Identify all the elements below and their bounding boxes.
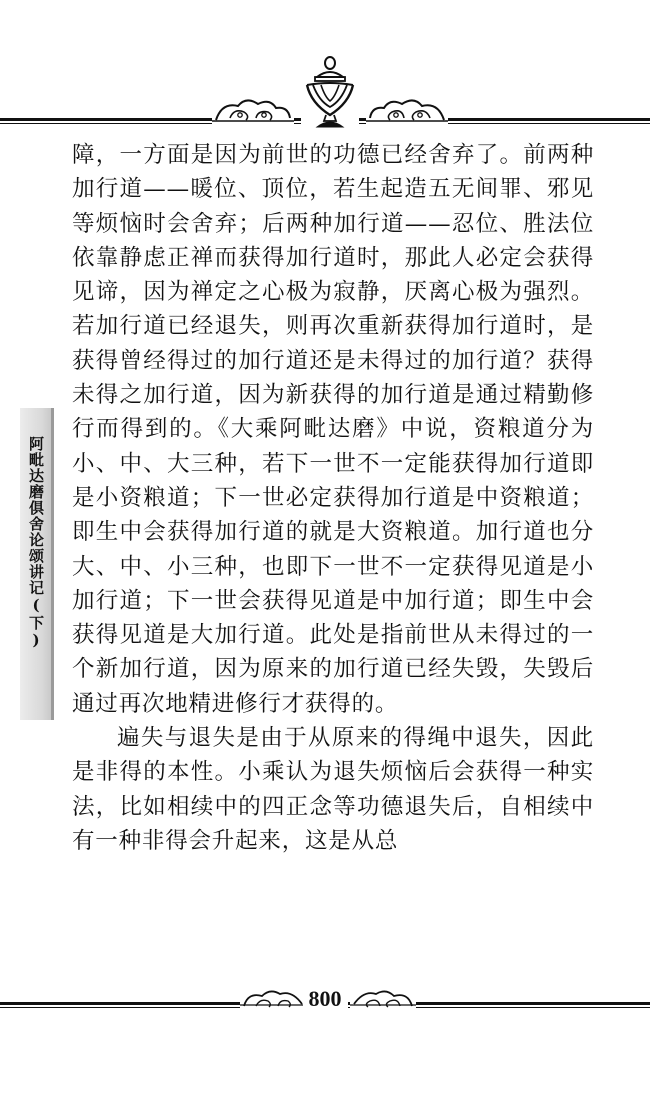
- cloud-scroll-right-icon: [366, 94, 448, 126]
- side-tab: [20, 408, 54, 720]
- page-number-label: 800: [303, 986, 348, 1012]
- paragraph: 障，一方面是因为前世的功德已经舍弃了。前两种加行道——暖位、顶位，若生起造五无间罪、邪见等烦恼时会舍弃；后两种加行道——忍位、胜法位依靠静虑正禅而获得加行道时，那此人必定会获得见谛，因为禅定之心极为寂静，厌离心极为强烈。若加行道已经退失，则再次重新获得加行道时，是获得曾经得过的加行道还是未得过的加行道？获得未得之加行道，因为新获得的加行道是通过精勤修行而得到的。《大乘阿毗达磨》中说，资粮道分为小、中、大三种，若下一世不一定能获得加行道即是小资粮道；下一世必定获得加行道是中资粮道；即生中会获得加行道的就是大资粮道。加行道也分大、中、小三种，也即下一世不一定获得见道是小加行道；下一世会获得见道是中加行道；即生中会获得见道是大加行道。此处是指前世从未得过的一个新加行道，因为原来的加行道已经失毁，失毁后通过再次地精进修行才获得的。: [72, 142, 594, 717]
- side-tab-title: 阿毗达磨俱舍论颂讲记(下): [27, 436, 45, 650]
- cloud-scroll-left-icon: [212, 94, 294, 126]
- body-text: [72, 138, 594, 858]
- vase-ornament-icon: [295, 55, 365, 131]
- paragraph: 遍失与退失是由于从原来的得绳中退失，因此是非得的本性。小乘认为退失烦恼后会获得一种实法，比如相续中的四正念等功德退失后，自相续中有一种非得会升起来，这是从总: [72, 725, 594, 854]
- page-number: [0, 986, 650, 1012]
